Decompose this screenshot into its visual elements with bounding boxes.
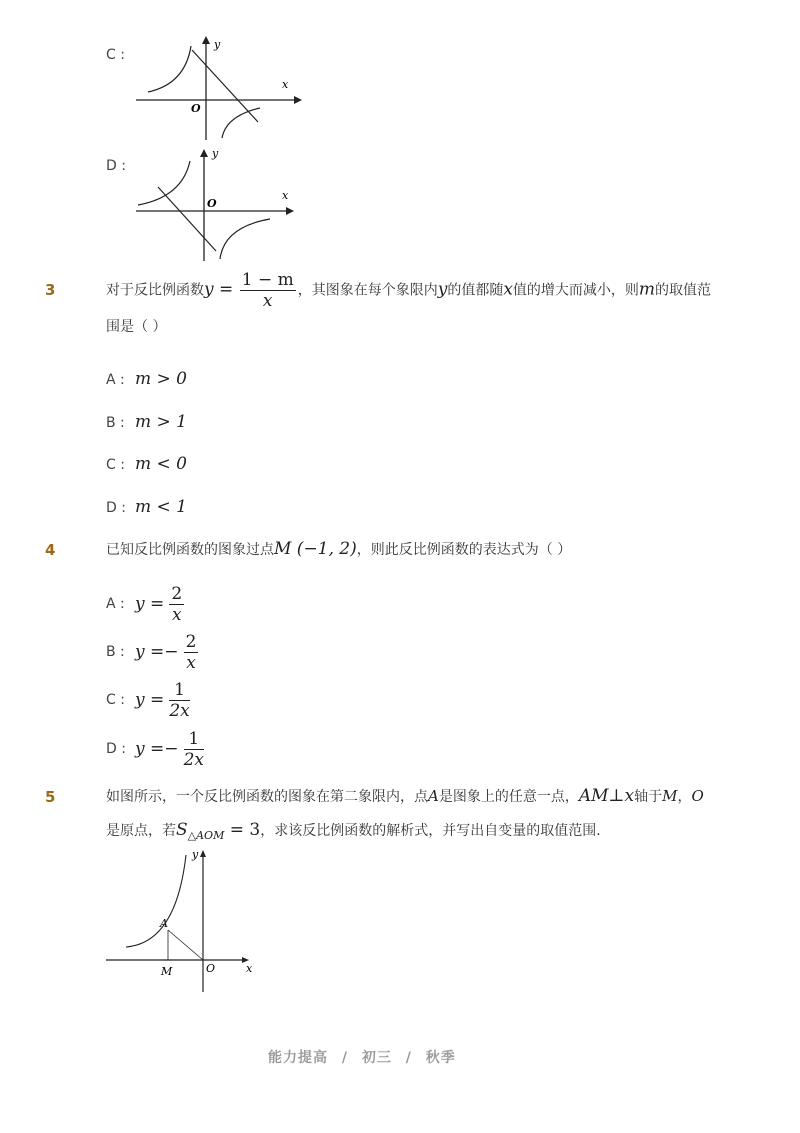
q5-line1-pre: 如图所示，一个反比例函数的图象在第二象限内，点 — [106, 789, 428, 805]
q3-var-y: y — [437, 279, 448, 300]
figure-a-label: A — [160, 917, 168, 930]
option-d-label: D : — [106, 158, 126, 174]
question-number: 3 — [45, 281, 56, 299]
figure-x-label: x — [246, 962, 253, 975]
question-3-line-1 — [106, 270, 746, 311]
page-footer — [268, 1047, 456, 1067]
footer-part-2: 初三 — [361, 1050, 392, 1066]
q4-option-c-label: C : — [106, 692, 125, 708]
question-5-line-1 — [106, 779, 704, 814]
option-c-label: C : — [106, 47, 125, 63]
q3-formula-lhs: y = — [204, 279, 234, 300]
figure-o-label: O — [206, 962, 216, 975]
q3-var-m: m — [638, 279, 656, 300]
expr-sign: − — [164, 739, 179, 759]
q5-point-m: M — [662, 787, 678, 805]
q3-option-a-label: A : — [106, 372, 125, 388]
q3-option-d-expr: m < 1 — [135, 497, 187, 517]
expr-den: 2x — [183, 750, 205, 770]
q5-perp: AM⊥x — [578, 786, 635, 806]
expr-num: 2 — [171, 584, 183, 604]
expr-lhs: y = — [135, 642, 165, 662]
q4-point: M (−1, 2) — [274, 539, 357, 559]
expr-num: 2 — [185, 632, 197, 652]
q4-text-post: ，则此反比例函数的表达式为（ ） — [356, 542, 572, 558]
q3-text-post-2: 的值都随 — [447, 282, 504, 299]
q5-area-sub: △AOM — [187, 828, 225, 842]
q3-option-a-expr: m > 0 — [135, 369, 187, 389]
question-4-line-1 — [106, 532, 571, 567]
q3-text-pre: 对于反比例函数 — [106, 282, 204, 299]
question-3-line-2: 围是（ ） — [106, 319, 167, 335]
axis-x-label: x — [282, 78, 289, 91]
q5-comma: ， — [677, 789, 692, 805]
expr-fraction — [184, 729, 204, 770]
q5-point-a: A — [428, 787, 439, 805]
expr-den: x — [186, 653, 196, 673]
q3-formula-den: x — [262, 291, 273, 311]
origin-label: O — [207, 197, 217, 210]
q4-option-d-expr — [135, 729, 204, 770]
q4-option-a-label: A : — [106, 596, 125, 612]
q4-option-d-label: D : — [106, 741, 126, 757]
q5-area-val: = 3 — [224, 820, 261, 840]
expr-fraction — [169, 584, 184, 625]
q3-option-d-label: D : — [106, 500, 126, 516]
figure-y-label: y — [192, 848, 199, 861]
option-d-graph — [130, 147, 305, 263]
expr-lhs: y = — [135, 690, 165, 710]
expr-num: 1 — [169, 680, 189, 701]
q3-option-b-expr: m > 1 — [135, 412, 187, 432]
origin-label: O — [191, 102, 201, 115]
q5-figure — [100, 845, 260, 995]
q5-line1-mid: 是图象上的任意一点， — [438, 789, 579, 805]
expr-fraction — [169, 680, 189, 721]
q3-var-x: x — [503, 279, 513, 300]
expr-sign: − — [164, 642, 179, 662]
question-number: 4 — [45, 541, 56, 559]
figure-m-label: M — [161, 965, 173, 978]
q4-option-c-expr — [135, 680, 190, 721]
q5-line1-post: 轴于 — [634, 789, 663, 805]
option-c-graph — [130, 36, 305, 142]
q5-point-o: O — [691, 787, 704, 805]
axis-y-label: y — [212, 147, 219, 160]
expr-lhs: y = — [135, 739, 165, 759]
q3-option-b-label: B : — [106, 415, 125, 431]
q5-line2-pre: 是原点，若 — [106, 823, 176, 839]
expr-num: 1 — [184, 729, 204, 750]
axis-x-label: x — [282, 189, 289, 202]
expr-den: x — [171, 605, 182, 625]
expr-den: 2x — [169, 701, 190, 721]
q3-text-post-3: 值的增大而减小，则 — [512, 282, 639, 299]
q4-option-a-expr — [135, 584, 184, 625]
q4-text-pre: 已知反比例函数的图象过点 — [106, 542, 274, 558]
expr-lhs: y = — [135, 594, 165, 614]
q5-line2-post: ，求该反比例函数的解析式，并写出自变量的取值范围． — [260, 823, 611, 839]
q3-formula-fraction — [240, 270, 296, 311]
q3-text-post-4: 的取值范 — [655, 282, 712, 299]
q3-formula-num: 1 − m — [241, 270, 294, 290]
q4-option-b-label: B : — [106, 644, 125, 660]
q4-option-b-expr — [135, 632, 198, 673]
q3-text-post-1: ，其图象在每个象限内 — [297, 282, 438, 299]
footer-separator: / — [405, 1050, 412, 1066]
q3-option-c-label: C : — [106, 457, 125, 473]
footer-part-1: 能力提高 — [268, 1050, 328, 1066]
expr-fraction — [184, 632, 199, 673]
question-number: 5 — [45, 788, 56, 806]
q5-area: S — [176, 820, 188, 840]
footer-part-3: 秋季 — [425, 1050, 456, 1066]
q3-option-c-expr: m < 0 — [135, 454, 187, 474]
axis-y-label: y — [214, 38, 221, 51]
footer-separator: / — [341, 1050, 348, 1066]
